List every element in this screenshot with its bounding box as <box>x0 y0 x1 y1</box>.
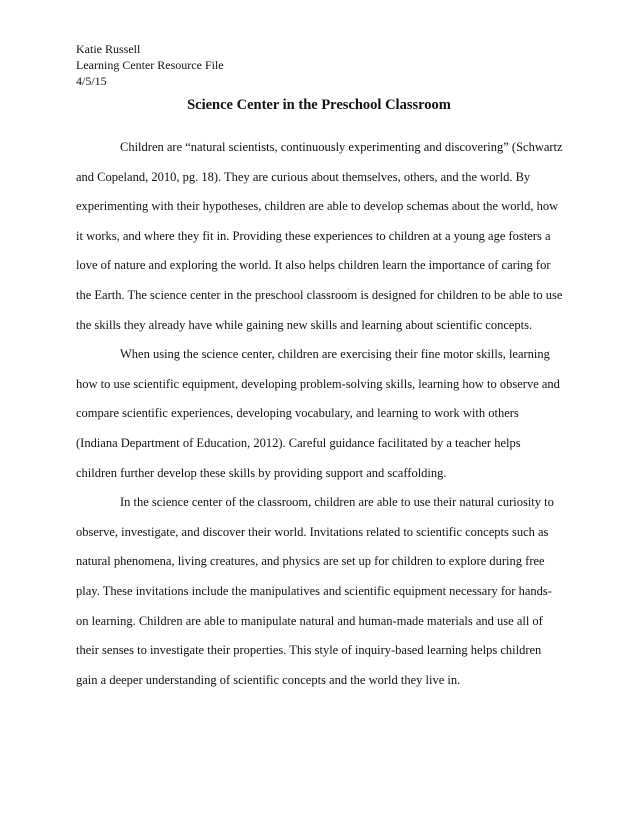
document-title: Science Center in the Preschool Classroom <box>187 97 451 113</box>
text-line: play. These invitations include the manipulatives and scientific equipment necessary for hands- <box>76 583 552 598</box>
text-line: experimenting with their hypotheses, children are able to develop schemas about the world, how <box>76 199 559 214</box>
document-date: 4/5/15 <box>76 74 107 88</box>
text-line: their senses to investigate their properties. This style of inquiry-based learning helps children <box>76 643 542 658</box>
text-line: compare scientific experiences, developing vocabulary, and learning to work with others <box>76 406 519 421</box>
text-line: how to use scientific equipment, developing problem-solving skills, learning how to observe and <box>76 376 560 391</box>
text-line: on learning. Children are able to manipulate natural and human-made materials and use all of <box>76 613 543 628</box>
text-line: children further develop these skills by providing support and scaffolding. <box>76 465 447 480</box>
text-line: In the science center of the classroom, children are able to use their natural curiosity to <box>120 495 554 510</box>
text-line: natural phenomena, living creatures, and physics are set up for children to explore during free <box>76 554 545 569</box>
course-name: Learning Center Resource File <box>76 58 224 72</box>
document-header <box>76 41 224 89</box>
text-line: the skills they already have while gaining new skills and learning about scientific concepts. <box>76 317 533 332</box>
text-line: and Copeland, 2010, pg. 18). They are curious about themselves, others, and the world. By <box>76 169 531 184</box>
author-name: Katie Russell <box>76 42 141 56</box>
text-line: observe, investigate, and discover their world. Invitations related to scientific concepts such as <box>76 524 549 539</box>
text-line: gain a deeper understanding of scientific concepts and the world they live in. <box>76 672 461 687</box>
text-line: it works, and where they fit in. Providing these experiences to children at a young age fosters a <box>76 228 551 243</box>
document-body <box>76 138 576 700</box>
text-line: love of nature and exploring the world. It also helps children learn the importance of caring for <box>76 258 551 273</box>
text-line: Children are “natural scientists, continuously experimenting and discovering” (Schwartz <box>120 140 563 154</box>
paragraph-3 <box>76 493 576 700</box>
text-line: When using the science center, children are exercising their fine motor skills, learning <box>120 347 550 362</box>
text-line: (Indiana Department of Education, 2012). Careful guidance facilitated by a teacher helps <box>76 435 521 450</box>
paragraph-2 <box>76 345 576 493</box>
text-line: the Earth. The science center in the preschool classroom is designed for children to be able to use <box>76 287 563 302</box>
paragraph-1 <box>76 138 576 345</box>
